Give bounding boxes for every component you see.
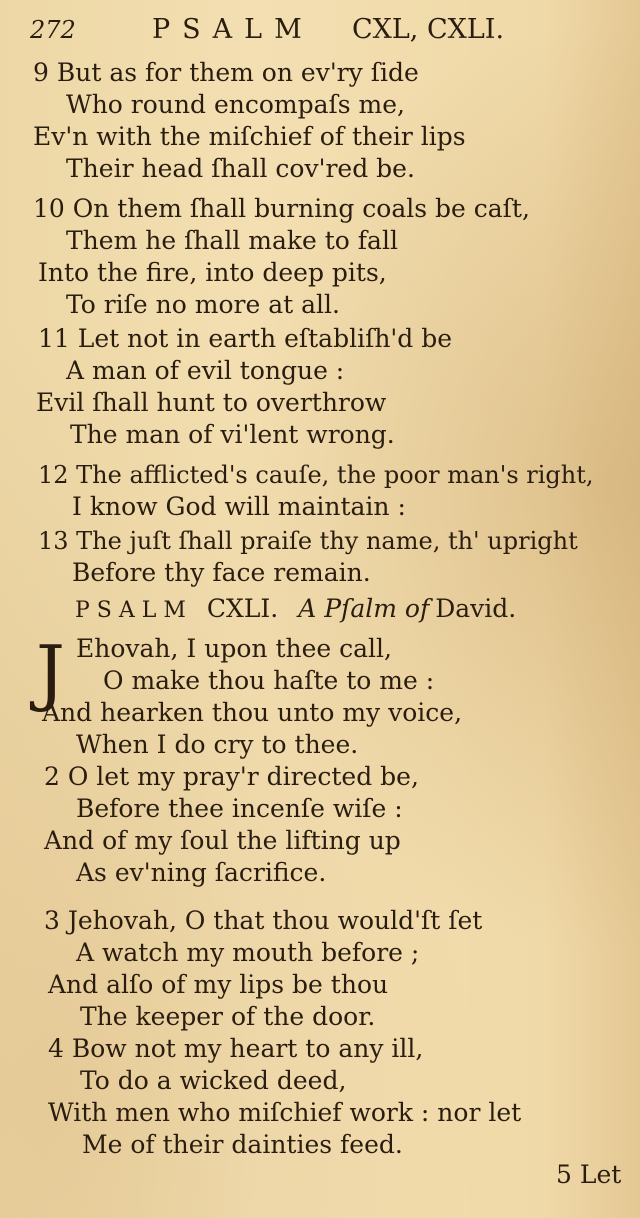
verse-line: Them he ſhall make to fall xyxy=(66,226,398,255)
subtitle-italic-text: A Pſalm of xyxy=(298,594,430,623)
verse-line: And alſo of my lips be thou xyxy=(48,970,389,999)
verse-line: With men who miſchief work : nor let xyxy=(48,1098,522,1127)
subtitle-name: David. xyxy=(435,594,517,623)
verse-line: 10 On them ſhall burning coals be caſt, xyxy=(33,194,530,223)
page-number: 272 xyxy=(30,16,76,44)
header-psalm-word: PSALM xyxy=(152,14,314,45)
verse-line: Me of their dainties feed. xyxy=(82,1130,403,1159)
verse-line: O make thou haſte to me : xyxy=(103,666,435,695)
subtitle-psalm-word: PSALM xyxy=(75,598,193,623)
header-psalm-numbers: CXL, CXLI. xyxy=(352,14,505,45)
catchword: 5 Let xyxy=(556,1160,622,1189)
subtitle-psalm-number: CXLI. xyxy=(206,594,279,623)
verse-line: The keeper of the door. xyxy=(80,1002,376,1031)
verse-line: When I do cry to thee. xyxy=(76,730,359,759)
verse-line: To riſe no more at all. xyxy=(66,290,340,319)
verse-line: As ev'ning ſacrifice. xyxy=(76,858,327,887)
verse-line: 4 Bow not my heart to any ill, xyxy=(48,1034,424,1063)
verse-line: The man of vi'lent wrong. xyxy=(70,420,395,449)
verse-line: I know God will maintain : xyxy=(72,492,406,521)
psalm-subtitle xyxy=(75,594,516,623)
verse-line: And of my ſoul the lifting up xyxy=(44,826,401,855)
drop-cap: J xyxy=(36,630,65,714)
verse-line: Before thee incenſe wiſe : xyxy=(76,794,403,823)
verse-line: A man of evil tongue : xyxy=(66,356,345,385)
verse-line: Into the fire, into deep pits, xyxy=(38,258,387,287)
verse-line: Evil ſhall hunt to overthrow xyxy=(36,388,387,417)
verse-line: Their head ſhall cov'red be. xyxy=(66,154,415,183)
verse-line: Ehovah, I upon thee call, xyxy=(76,634,392,663)
verse-line: And hearken thou unto my voice, xyxy=(42,698,463,727)
verse-line: Who round encompaſs me, xyxy=(66,90,405,119)
verse-line: Ev'n with the miſchief of their lips xyxy=(33,122,466,151)
verse-line: 12 The afflicted's cauſe, the poor man's right, xyxy=(38,461,594,489)
verse-line: A watch my mouth before ; xyxy=(76,938,420,967)
verse-line: Before thy face remain. xyxy=(72,558,371,587)
verse-line: 11 Let not in earth eſtabliſh'd be xyxy=(38,324,453,353)
verse-line: 3 Jehovah, O that thou would'ſt ſet xyxy=(44,906,483,935)
verse-line: 2 O let my pray'r directed be, xyxy=(44,762,419,791)
verse-line: 9 But as for them on ev'ry ſide xyxy=(33,58,419,87)
running-header xyxy=(30,14,630,54)
verse-line: 13 The juſt ſhall praiſe thy name, th' upright xyxy=(38,527,578,555)
verse-line: To do a wicked deed, xyxy=(80,1066,347,1095)
